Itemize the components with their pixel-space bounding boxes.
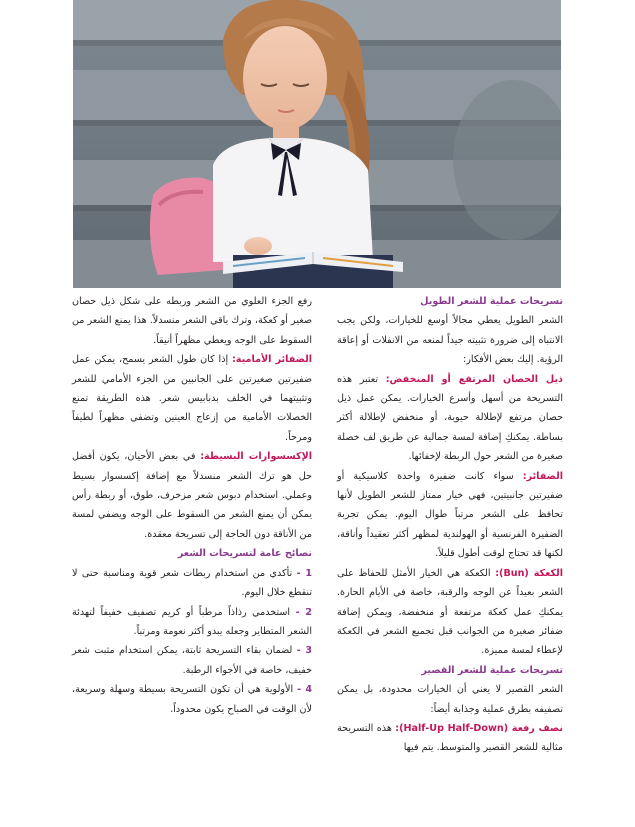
tip-number: 2 - [295, 606, 312, 618]
keyword-front-braids: الضفائر الأمامية: [231, 354, 312, 366]
paragraph-accessories [72, 447, 312, 544]
text-front-braids: إذا كان طول الشعر يسمح، يمكن عمل ضفيرتين صغيرتين على الجانبين من الجزء الأمامي للشعر وتثبيتهما في الخلف بدبابيس شعر. هذه الطريقة تمنع الخصلات الأمامية من إزعاج العينين وتضفي مظهراً لطيفاً ومرحاً. [72, 354, 312, 443]
list-item [72, 603, 312, 642]
tip-text: الأولوية هي أن تكون التسريحة بسيطة وسهلة وسريعة، لأن الوقت في الصباح يكون محدوداً. [72, 684, 312, 715]
tip-number: 1 - [296, 567, 312, 579]
list-item [72, 564, 312, 603]
tip-text: استخدمي رذاذاً مرطباً أو كريم تصفيف خفيفاً لتهدئة الشعر المتطاير وجعله يبدو أكثر نعومة ومرتباً. [72, 606, 312, 637]
list-item [72, 680, 312, 719]
paragraph-short: الشعر القصير لا يعني أن الخيارات محدودة، بل يمكن تصفيفه بطرق عملية وجذابة أيضاً: [337, 684, 563, 715]
photo-girl-reading [73, 0, 561, 288]
paragraph-half-up [337, 719, 563, 758]
heading-short-hair: تسريحات عملية للشعر القصير [421, 664, 563, 676]
heading-general-tips: نصائح عامة لتسريحات الشعر [177, 548, 312, 560]
tip-text: تأكدي من استخدام ربطات شعر قوية ومناسبة حتى لا تنقطع خلال اليوم. [72, 567, 312, 599]
keyword-ponytail: ذيل الحصان المرتفع أو المنخفض: [385, 373, 563, 385]
keyword-braids: الضفائر: [522, 470, 563, 482]
left-column [72, 292, 312, 719]
paragraph-half-up-continued: رفع الجزء العلوي من الشعر وربطه على شكل ذيل حصان صغير أو كعكة، وترك باقي الشعر منسدلاً. هذا يمنع الشعر من السقوط على الوجه ويعطي مظهراً أنيقاً. [72, 296, 312, 346]
tip-text: لضمان بقاء التسريحة ثابتة، يمكن استخدام مثبت شعر خفيف، خاصة في الأجواء الرطبة. [72, 645, 312, 676]
text-ponytail: تعتبر هذه التسريحة من أسهل وأسرع الخيارات. يمكن عمل ذيل حصان مرتفع لإطلالة حيوية، أو منخفض لإطلالة أكثر بساطة. يمكنكِ إضافة لمسة جمالية عن طريق لف خصلة صغيرة من الشعر حول الربطة لإخفائها. [337, 373, 563, 463]
keyword-bun: الكعكة (Bun): [495, 567, 563, 579]
text-half-up: هذه التسريحة مثالية للشعر القصير والمتوسط. يتم فيها [337, 722, 563, 754]
keyword-half-up: نصف رفعة (Half-Up Half-Down): [395, 722, 563, 734]
list-item [72, 641, 312, 680]
paragraph-braids [337, 467, 563, 564]
paragraph-ponytail [337, 370, 563, 467]
paragraph-bun [337, 564, 563, 661]
heading-long-hair: تسريحات عملية للشعر الطويل [420, 296, 563, 307]
tip-number: 4 - [297, 684, 312, 696]
text-accessories: في بعض الأحيان، يكون أفضل حل هو ترك الشعر منسدلاً مع إضافة إكسسوار بسيط وعملي. استخدام دبوس شعر مزخرف، طوق، أو ربطة رأس يمكن أن يمنع الشعر من السقوط على الوجه ويضفي لمسة من الأناقة دون الحاجة إلى تسريحة معقدة. [72, 451, 312, 540]
right-column [337, 292, 563, 758]
paragraph-front-braids [72, 350, 312, 447]
keyword-accessories: الإكسسوارات البسيطة: [200, 451, 312, 463]
paragraph-intro: الشعر الطويل يعطي مجالاً أوسع للخيارات، ولكن يجب الانتباه إلى ضرورة تثبيته جيداً لمنعه من الانفلات أو إعاقة الرؤية. إليك بعض الأفكار: [337, 315, 563, 366]
photo-girl-reading-icon [73, 0, 561, 288]
text-braids: سواء كانت ضفيرة واحدة كلاسيكية أو ضفيرتين جانبيتين، فهي خيار ممتاز للشعر الطويل لأنها تحافظ على الشعر مرتباً طوال اليوم. يمكن تجربة الضفيرة الفرنسية أو الهولندية لمظهر أكثر تعقيداً وأناقة، لكنها قد تحتاج لوقت أطول قليلاً. [337, 470, 563, 560]
tip-number: 3 - [296, 645, 312, 657]
text-bun: الكعكة هي الخيار الأمثل للحفاظ على الشعر بعيداً عن الوجه والرقبة، خاصة في الأيام الحارة. يمكنكِ عمل كعكة مرتفعة أو منخفضة، ويمكن إضافة ضفائر صغيرة من الجوانب قبل تجميع الشعر في الكعكة لإعطاء لمسة مميزة. [337, 567, 563, 657]
